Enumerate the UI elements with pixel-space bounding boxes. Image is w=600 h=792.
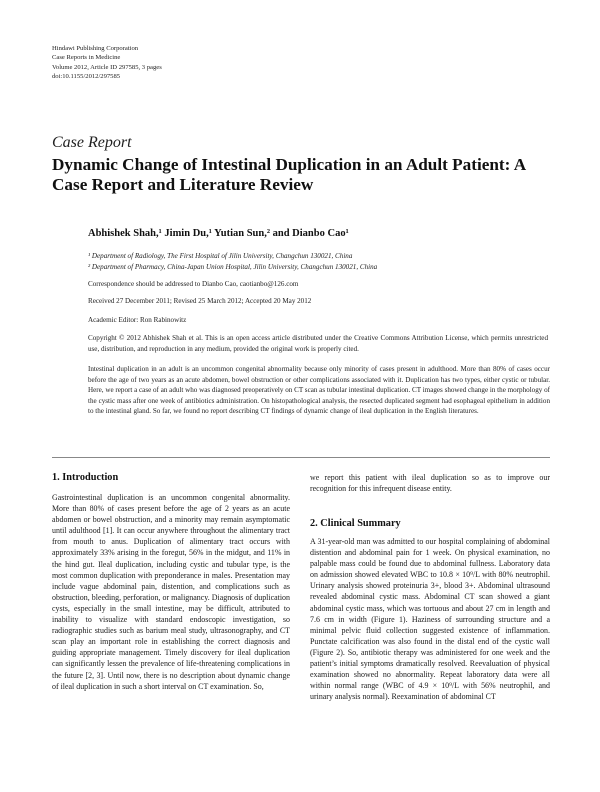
author-list: Abhishek Shah,¹ Jimin Du,¹ Yutian Sun,² and Dianbo Cao¹ <box>88 228 349 239</box>
introduction-heading: 1. Introduction <box>52 472 119 483</box>
journal-header <box>52 44 162 82</box>
clinical-summary-text: A 31-year-old man was admitted to our hospital complaining of abdominal distention and abdominal pain for 1 week. On physical examination, no palpable mass could be found due to abdominal fullness. Laboratory data on admission showed elevated WBC to 10.8 × 10⁹/L with 80% neutrophil. Urinary analysis showed proteinuria 3+, blood 3+. Abdominal ultrasound revealed abdominal cystic mass. Abdominal CT scan showed a giant abdominal cystic mass, which was tortuous and about 27 cm in length and 7.6 cm in width (Figure 1). Haziness of surrounding structure and a minimal pelvic fluid collection suggested existence of inflammation. Punctate calcification was also found in the distal end of the cystic wall (Figure 2). So, antibiotic therapy was administered for one week and the patient’s initial symptoms dramatically resolved. Reevaluation of physical examination showed no abnormality. Repeat laboratory data were all within normal range (WBC of 4.9 × 10⁹/L with 56% neutrophil, and urinary analysis normal). Reexamination of abdominal CT <box>310 537 550 702</box>
copyright-notice: Copyright © 2012 Abhishek Shah et al. This is an open access article distributed under the Creative Commons Attribution License, which permits unrestricted use, distribution, and reproduction in any medium, provided the original work is properly cited. <box>88 334 548 353</box>
clinical-summary-heading: 2. Clinical Summary <box>310 518 401 529</box>
publisher-name: Hindawi Publishing Corporation <box>52 45 139 52</box>
correspondence: Correspondence should be addressed to Dianbo Cao, caotianbo@126.com <box>88 280 299 288</box>
paper-title: Dynamic Change of Intestinal Duplication in an Adult Patient: A Case Report and Literature Review <box>52 155 526 194</box>
affiliation-1: ¹ Department of Radiology, The First Hospital of Jilin University, Changchun 130021, China <box>88 252 353 260</box>
journal-name: Case Reports in Medicine <box>52 54 121 62</box>
doi-link[interactable]: doi:10.1155/2012/297585 <box>52 73 121 81</box>
affiliation-2: ² Department of Pharmacy, China-Japan Union Hospital, Jilin University, Changchun 130021, China <box>88 263 378 271</box>
introduction-text: Gastrointestinal duplication is an uncommon congenital abnormality. More than 80% of cases present before the age of 2 years as an acute abdomen or bowel obstruction, and a minority may remain asymptomatic until adulthood [1]. It can occur anywhere throughout the alimentary tract from mouth to anus. Duplication of alimentary tract occurs with approximately 33% arising in the foregut, 56% in the midgut, and 11% in the hind gut. Ileal duplication, including cystic and tubular type, is the most common duplication with preponderance in males. Presentation may include vague abdominal pain, distention, and complications such as obstruction, bleeding, perforation, or malignancy. Diagnosis of duplication cysts, especially in the small intestine, may be difficult, attributed to inability to visualize with standard endoscopic investigation, so radiographic studies such as barium meal study, ultrasonography, and CT scan play an important role in establishing the correct diagnosis and guiding appropriate management. Timely discovery for ileal duplication can significantly lessen the prevalence of life-threatening complications in the future [2, 3]. Until now, there is no description about dynamic change of ileal duplication in such a short interval on CT examination. So, <box>52 493 290 691</box>
article-type: Case Report <box>52 134 132 151</box>
received-dates: Received 27 December 2011; Revised 25 March 2012; Accepted 20 May 2012 <box>88 297 312 305</box>
section-divider <box>52 457 550 458</box>
introduction-continued: we report this patient with ileal duplication so as to improve our recognition for this infrequent disease entity. <box>310 473 550 494</box>
volume-info: Volume 2012, Article ID 297585, 3 pages <box>52 63 162 71</box>
academic-editor: Academic Editor: Ron Rabinowitz <box>88 316 187 324</box>
abstract: Intestinal duplication in an adult is an uncommon congenital abnormality because only minority of cases present in adulthood. More than 80% of cases occur before the age of two years as an acute abdomen, bowel obstruction or other complications associated with it. Duplication has two types, either cystic or tubular. Here, we report a case of an adult who was diagnosed preoperatively on CT scan as tubular intestinal duplication. CT images showed change in the morphology of the cystic mass after one week of antibiotics administration. On histopathological analysis, the resected duplicated segment had esophageal epithelium in addition to the intestinal gland. So far, we found no report describing CT findings of dynamic change of ileal duplication in the English literatures. <box>88 365 550 416</box>
